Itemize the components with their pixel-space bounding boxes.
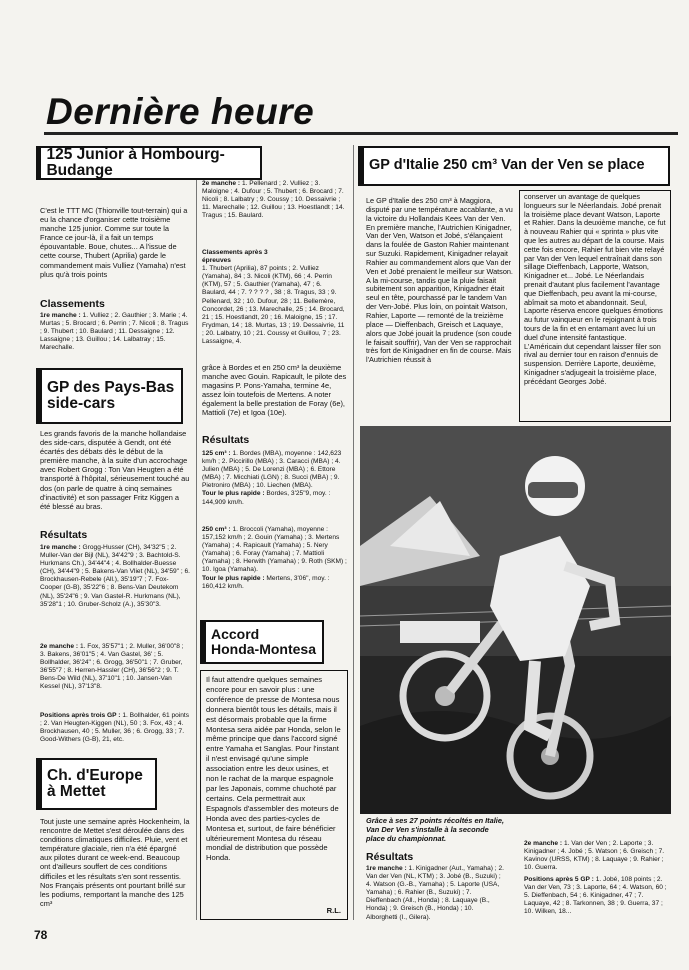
italie-title: GP d'Italie 250 cm³ Van der Ven se place (369, 157, 645, 174)
motocross-photo (360, 426, 671, 814)
italie-col1: Le GP d'Italie des 250 cm³ à Maggiora, disputé par une température accablante, a vu la victoire du Hollandais Kees Van der Ven. En première manche, l'Autrichien Kinigadner, Van der Ven, Watson et Jobé, s'élançaient dans la foulée de Gaston Rahier maintenant sur Suzuki. Rapidement, Kinigadner relayait Rahier au commandement alors que Van der Ven et Jobé prenaient le meilleur sur Watson. A la mi-course, tandis que la pluie faisait subitement son apparition, Kinigadner était seul en tête, pourchassé par le tandem Van der Ven-Jobé. Plus loin, on pointait Watson, Rahier, Laporte — remonté de la treizième place — Dieffenbach, Greisch et Laquaye, alors que Jobé jouait la prudence (son coude le faisait souffrir), Van der Ven se rapprochait très fort de Kinigadner en fin de course. Mais l'Autrichien réussit à (366, 197, 513, 365)
grace-125: 125 cm³ : 1. Bordes (MBA), moyenne : 142,623 km/h ; 2. Piccirillo (MBA) ; 3. Caracci (MBA) ; 4. Julien (MBA) ; 5. De Lorenzi (MBA) ; 6. Ettore (MBA) ; 7. Micchiati (LGN) ; 8. Succi (MBA) ; 9. Pietroniro (MBA) ; 10. Liechen (MBA). Tour le plus rapide : Bordes, 3'25"9, moy. : 144,909 km/h. (202, 450, 342, 506)
rider-illustration (360, 426, 671, 814)
italie-manche2: 2e manche : 1. Van der Ven ; 2. Laporte ; 3. Kinigadner ; 4. Jobé ; 5. Watson ; 6. Greisch ; 7. Kavinov (URSS, KTM) ; 8. Laquaye ; 9. Rahier ; 10. Guerra. (524, 840, 665, 872)
hombourg-manche1: 1re manche : 1. Vulliez ; 2. Gauthier ; 3. Marie ; 4. Murtas ; 5. Brocard ; 6. Perrin ; 7. Nicoli ; 8. Tragus ; 9. Thubert ; 10. Baulard ; 11. Dessaigne ; 12. Lassaigne ; 13. Guillou ; 14. Lalbatray ; 15. Marechalle. (40, 312, 189, 352)
accord-text: Il faut attendre quelques semaines encore pour en savoir plus : une conférence de presse de Montesa nous donnera bientôt tous les détails, mais il est désormais probable que la firme Montesa sera aidée par Honda, selon le même principe que dans l'accord signé entre Yamaha et Sanglas. Pour l'instant il n'est envisagé qu'une simple association entre les deux usines, et non le rachat de la marque espagnole par les Japonais, comme chuchoté par certains. Cela permettrait aux Espagnols d'assembler des moteurs de Honda avec des parties-cycles de Montesa et, surtout, de faire bénéficier ultérieurement Montesa du réseau mondial de distribution que possède Honda. (206, 675, 341, 863)
hombourg-manche2: 2e manche : 1. Pellenard ; 2. Vulliez ; 3. Maloigne ; 4. Dufour ; 5. Thubert ; 6. Brocard ; 7. Nicoli ; 8. Lalbatry ; 9. Coussy ; 10. Dessaivrie ; 11. Marechalle ; 12. Guillou ; 13. Hoestlandt ; 14. Tragus ; 15. Baulard. (202, 180, 345, 220)
europe-text: Tout juste une semaine après Hockenheim, la rencontre de Mettet s'est déroulée dans des conditions climatiques difficiles. Pluie, vent et température glaciale, rien n'a été épargné aux pilotes durant ce week-end. Beaucoup ont d'ailleurs souffert de ces conditions difficiles et les résultats s'en sont ressentis. Nos Français présents ont pourtant brillé sur les podiums, remportant la manche des 125 cm³ (40, 817, 190, 908)
paysbas-title-2: side-cars (47, 395, 116, 412)
accord-header (200, 620, 324, 664)
italie-positions: Positions après 5 GP : 1. Jobé, 108 points ; 2. Van der Ven, 73 ; 3. Laporte, 64 ; 4. Watson, 60 ; 5. Dieffenbach, 54 ; 6. Kinigadner, 47 ; 7. Laquaye, 42 ; 8. Tarkonnen, 38 ; 9. Guerra, 37 ; 10. Wilken, 18... (524, 876, 667, 916)
paysbas-positions: Positions après trois GP : 1. Bollhalder, 61 points ; 2. Van Heugten-Kiggen (NL), 50 ; 3. Fox, 43 ; 4. Brockhausen, 40 ; 5. Muller, 36 ; 6. Grogg, 33 ; 7. Good-Withers (G-B), 21, etc. (40, 712, 190, 744)
paysbas-title-1: GP des Pays-Bas (47, 378, 175, 396)
paysbas-intro: Les grands favoris de la manche hollandaise des side-cars, disputée à Gendt, ont été écartés des débats dès le début de la première manche, à la suite d'un accrochage avec Robert Grogg : Ton Van Heugten a été transporté à l'hôpital, sérieusement touché au dos (on parle de quatre à cinq semaines d'inactivité) et son passager Fritz Kiggen a été blessé au bras. (40, 429, 190, 511)
paysbas-resultats-heading: Résultats (40, 529, 88, 541)
europe-title-1: Ch. d'Europe (47, 766, 143, 784)
photo-caption: Grâce à ses 27 points récoltés en Italie, Van Der Ven s'installe à la seconde place du championnat. (366, 816, 505, 843)
column-rule (196, 180, 197, 920)
hombourg-intro: C'est le TTT MC (Thionville tout-terrain) qui a eu la chance d'organiser cette troisième manche 125 junior. Comme sur toute la France ce jour-là, il a fait un temps épouvantable. Boue, chutes... A l'issue de cette course, Thubert (Aprilia) garde le commandement mais Vulliez (Yamaha) n'est plus qu'à trois points (40, 206, 188, 279)
accord-signature: R.L. (326, 906, 341, 915)
grace-250: 250 cm³ : 1. Broccoli (Yamaha), moyenne : 157,152 km/h ; 2. Gouin (Yamaha) ; 3. Mertens (Yamaha) ; 4. Rapicault (Yamaha) ; 5. Nery (Yamaha) ; 6. Foray (Yamaha) ; 7. Mattioli (Yamaha) ; 8. Herwith (Yamaha) ; 9. Roth (SKM) ; 10. Igoa (Yamaha). Tour le plus rapide : Mertens, 3'06", moy. : 160,412 km/h. (202, 526, 347, 590)
paysbas-manche2: 2e manche : 1. Fox, 35'57"1 ; 2. Muller, 36'00"8 ; 3. Bakens, 36'01"5 ; 4. Van Gastel, 36' ; 5. Bollhalder, 36'24" ; 6. Grogg, 36'50"1 ; 7. Gruber, 36'55"7 ; 8. Herren-Hassler (CH), 36'56"2 ; 9. T. Bens-De Wild (NL), 37'10"1 ; 10. Jansen-Van Kessel (NL), 37'13"8. (40, 643, 184, 691)
grace-resultats-heading: Résultats (202, 434, 250, 446)
column-rule (353, 145, 354, 920)
accord-title-2: Honda-Montesa (211, 641, 316, 657)
accord-box (200, 670, 348, 920)
hombourg-after: Classements après 3 épreuves 1. Thubert (Aprilia), 87 points ; 2. Vulliez (Yamaha), 84 ; 3. Nicoli (KTM), 66 ; 4. Perrin (KTM), 57 ; 5. Gauthier (Yamaha), 47 ; 6. Baulard, 44 ; 7. ? ? ? ? , 38 ; 8. Tragus, 33 ; 9. Pellenard, 32 ; 10. Dufour, 28 ; 11. Bellemère, Concordet, 26 ; 13. Marechalle, 25 ; 14. Brocard, 21 ; 15. Hoestlandt, 20 ; 16. Maloigne, 15 ; 17. Frydman, 14 ; 18. Murtas, 13 ; 19. Dessaivrie, 11 ; 20. Lalbatry, 10 ; 21. Coussy et Guillou, 7 ; 23. Lassaigne, 4. (202, 249, 345, 346)
italie-col2: conserver un avantage de quelques longueurs sur le Néerlandais. Jobé prenait la troisième place devant Watson, Laporte et Rahier. Dans la deuxième manche, ce fut à nouveau Rahier qui « sprinta » plus vite que les autres au départ de la course. Mais cette fois encore, Rahier fut bien vite relayé par Van der Ven lequel entraînait dans son sillage Dieffenbach, Lapporte, Watson, Kinigadner et... Jobé. Le Néerlandais prenait d'autant plus facilement l'avantage que Dieffenbach, peu avant la mi-course, abîmait sa moto et abandonnait. Seul, Laporte réserva encore quelques émotions au futur vainqueur en le rejoignant à trois tours de la fin et en entamant avec lui un duel d'une intensité fantastique. L'Américain dut cependant laisser filer son rival au dernier tour en raison d'ennuis de suspension. Derrière Laporte, deuxième, Kinigadner s'adjugeait la troisième place, précédant Georges Jobé. (524, 192, 666, 386)
italie-manche1: 1re manche : 1. Kinigadner (Aut., Yamaha) ; 2. Van der Ven (NL, KTM) ; 3. Jobé (B., Suzuki) ; 4. Watson (G.-B., Yamaha) ; 5. Laporte (USA, Yamaha) ; 6. Rahier (B., Suzuki) ; 7. Dieffenbach (All., Honda) ; 8. Laquaye (B., Honda) ; 9. Greisch (B., Honda) ; 10. Alborghetti (I., Gilera). (366, 865, 504, 921)
page-number: 78 (34, 928, 48, 942)
accord-title-1: Accord (211, 626, 260, 643)
hombourg-title: 125 Junior à Hombourg-Budange (46, 145, 225, 179)
hombourg-header (36, 146, 262, 180)
europe-title-2: à Mettet (47, 783, 106, 800)
page-title: Dernière heure (46, 91, 315, 132)
italie-col2-box (519, 190, 671, 422)
paysbas-header (36, 368, 183, 424)
hombourg-classements-heading: Classements (40, 298, 105, 310)
europe-header (36, 758, 157, 810)
italie-resultats-heading: Résultats (366, 851, 414, 863)
italie-header (358, 146, 670, 186)
title-rule (44, 132, 678, 135)
grace-text: grâce à Bordes et en 250 cm³ la deuxième manche avec Gouin. Rapicault, le pilote des magasins P. Pons-Yamaha, termine 4e, assez loin toutefois de Mertens. A noter également la belle prestation de Foray (6e), Mattioli (7e) et Igoa (10e). (202, 363, 347, 418)
paysbas-manche1: 1re manche : Grogg-Husser (CH), 34'32"5 ; 2. Muller-Van der Bijl (NL), 34'42"9 ; 3. Bachtold-S. Hurkmans Ch.), 34'44"4 ; 4. Bollhalder-Buesse (CH), 34'44"9 ; 5. Bakens-Van Vliet (NL), 34'59" ; 6. Brockhausen-Rebele (All.), 35'19"7 ; 7. Fox-Cooper (G-B), 35'22"6 ; 8. Bens-Van Deutekom (NL), 35'24"6 ; 9. Van Gastel-R. Hurkmans (NL), 35'28"1 ; 10. Gruber-Scholz (A.), 35'30"3. (40, 544, 191, 608)
